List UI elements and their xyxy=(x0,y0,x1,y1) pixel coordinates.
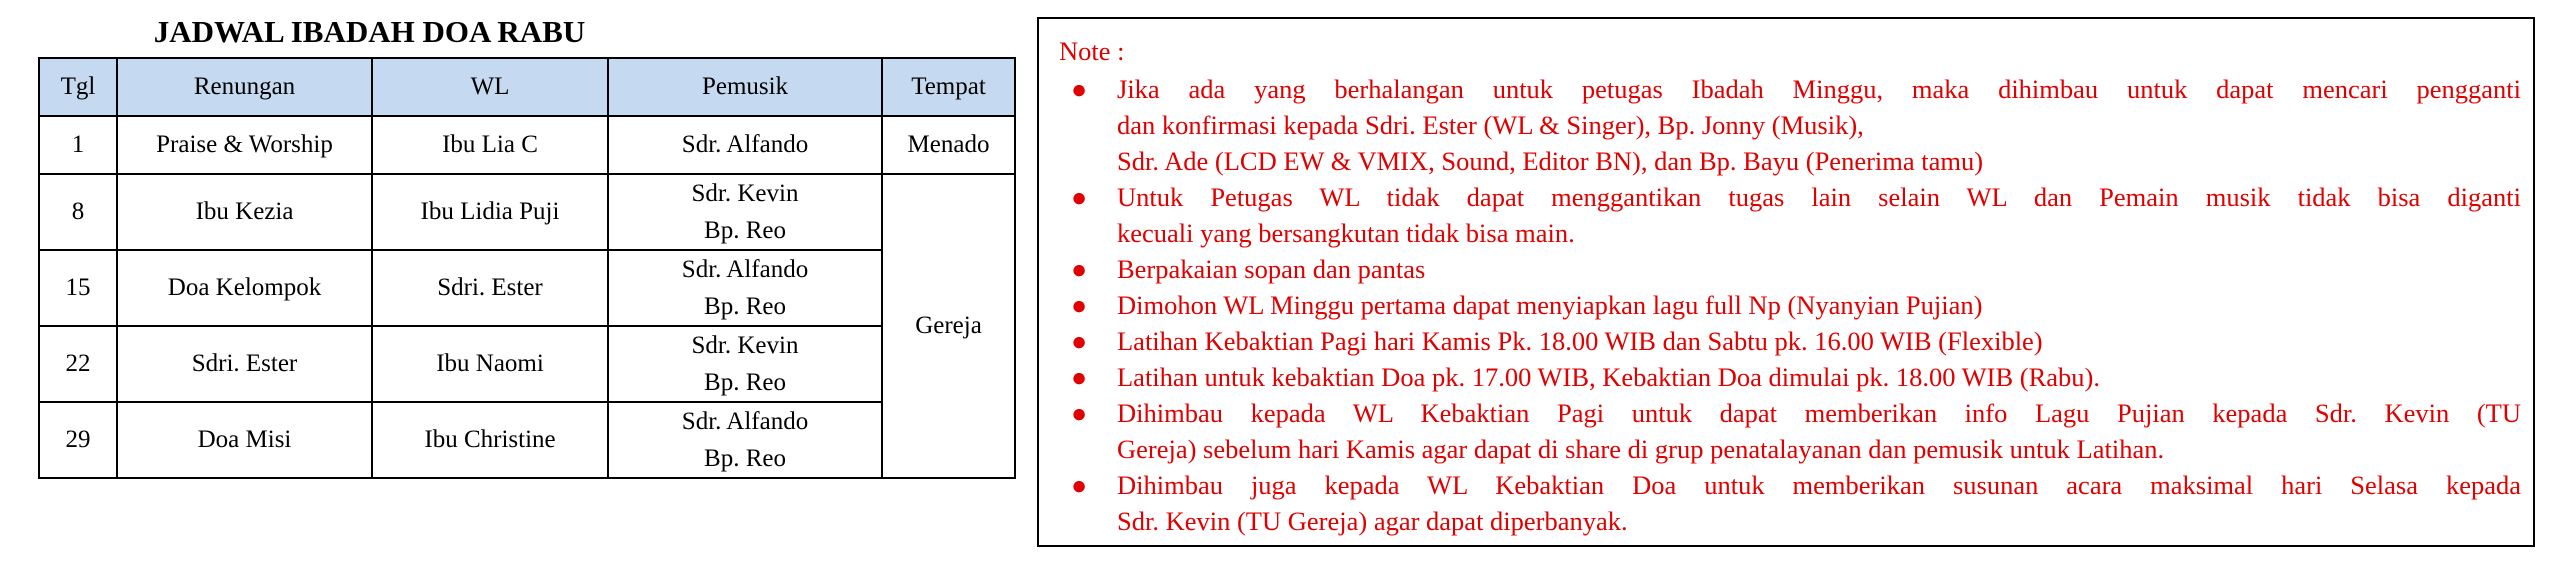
note-line: Dihimbau juga kepada WL Kebaktian Doa untuk memberikan susunan acara maksimal hari Selasa kepada xyxy=(1117,470,2521,500)
table-row xyxy=(39,250,1015,326)
bullet-icon: ● xyxy=(1071,326,1088,356)
cell-tgl: 22 xyxy=(39,326,117,402)
bullet-icon: ● xyxy=(1071,362,1088,392)
cell-tgl: 1 xyxy=(39,116,117,174)
cell-renungan: Doa Misi xyxy=(117,402,372,478)
cell-wl: Ibu Lia C xyxy=(372,116,608,174)
bullet-icon: ● xyxy=(1071,290,1088,320)
note-list xyxy=(1059,71,2521,539)
note-line: dan konfirmasi kepada Sdri. Ester (WL & Singer), Bp. Jonny (Musik), xyxy=(1117,110,1864,140)
cell-pemusik xyxy=(608,250,882,326)
header-tempat: Tempat xyxy=(882,58,1015,116)
cell-tempat: Gereja xyxy=(882,174,1015,478)
schedule-title: JADWAL IBADAH DOA RABU xyxy=(153,14,586,49)
table-row xyxy=(39,116,1015,174)
note-item xyxy=(1059,287,2521,323)
bullet-icon: ● xyxy=(1071,398,1088,428)
cell-pemusik: Sdr. Alfando xyxy=(608,116,882,174)
header-pemusik: Pemusik xyxy=(608,58,882,116)
schedule-table xyxy=(38,57,1016,479)
pemusik-name: Bp. Reo xyxy=(704,217,786,244)
note-item xyxy=(1059,395,2521,467)
table-row xyxy=(39,174,1015,250)
pemusik-name: Sdr. Kevin xyxy=(691,332,799,359)
bullet-icon: ● xyxy=(1071,254,1088,284)
pemusik-name: Sdr. Alfando xyxy=(681,408,809,435)
cell-renungan: Sdri. Ester xyxy=(117,326,372,402)
note-box xyxy=(1037,17,2535,547)
cell-renungan: Doa Kelompok xyxy=(117,250,372,326)
note-line: Jika ada yang berhalangan untuk petugas Ibadah Minggu, maka dihimbau untuk dapat mencari pengganti xyxy=(1117,74,2521,104)
cell-wl: Ibu Naomi xyxy=(372,326,608,402)
table-row xyxy=(39,326,1015,402)
note-item xyxy=(1059,251,2521,287)
cell-wl: Ibu Lidia Puji xyxy=(372,174,608,250)
cell-tgl: 8 xyxy=(39,174,117,250)
note-line: kecuali yang bersangkutan tidak bisa main. xyxy=(1117,218,1575,248)
note-line: Sdr. Kevin (TU Gereja) agar dapat diperbanyak. xyxy=(1117,506,1628,536)
cell-pemusik xyxy=(608,326,882,402)
note-label: Note : xyxy=(1059,36,1125,66)
bullet-icon: ● xyxy=(1071,182,1088,212)
note-item xyxy=(1059,359,2521,395)
note-line: Latihan Kebaktian Pagi hari Kamis Pk. 18.00 WIB dan Sabtu pk. 16.00 WIB (Flexible) xyxy=(1117,326,2043,356)
note-line: Gereja) sebelum hari Kamis agar dapat di share di grup penatalayanan dan pemusik untuk Latihan. xyxy=(1117,434,2165,464)
note-item xyxy=(1059,323,2521,359)
header-tgl: Tgl xyxy=(39,58,117,116)
cell-pemusik xyxy=(608,402,882,478)
bullet-icon: ● xyxy=(1071,74,1088,104)
header-renungan: Renungan xyxy=(117,58,372,116)
cell-tgl: 15 xyxy=(39,250,117,326)
cell-wl: Sdri. Ester xyxy=(372,250,608,326)
pemusik-name: Sdr. Alfando xyxy=(681,256,809,283)
note-line: Untuk Petugas WL tidak dapat menggantikan tugas lain selain WL dan Pemain musik tidak bisa diganti xyxy=(1117,182,2521,212)
cell-tempat: Menado xyxy=(882,116,1015,174)
cell-renungan: Ibu Kezia xyxy=(117,174,372,250)
note-line: Dihimbau kepada WL Kebaktian Pagi untuk dapat memberikan info Lagu Pujian kepada Sdr. Kevin (TU xyxy=(1117,398,2521,428)
cell-tgl: 29 xyxy=(39,402,117,478)
header-wl: WL xyxy=(372,58,608,116)
cell-renungan: Praise & Worship xyxy=(117,116,372,174)
pemusik-name: Bp. Reo xyxy=(704,445,786,472)
note-line: Berpakaian sopan dan pantas xyxy=(1117,254,1426,284)
cell-pemusik xyxy=(608,174,882,250)
pemusik-name: Sdr. Kevin xyxy=(691,180,799,207)
pemusik-name: Bp. Reo xyxy=(704,369,786,396)
note-item xyxy=(1059,467,2521,539)
table-header-row xyxy=(39,58,1015,116)
note-line: Latihan untuk kebaktian Doa pk. 17.00 WIB, Kebaktian Doa dimulai pk. 18.00 WIB (Rabu). xyxy=(1117,362,2100,392)
bullet-icon: ● xyxy=(1071,470,1088,500)
note-item xyxy=(1059,179,2521,251)
pemusik-name: Bp. Reo xyxy=(704,293,786,320)
table-row xyxy=(39,402,1015,478)
note-item xyxy=(1059,71,2521,179)
cell-wl: Ibu Christine xyxy=(372,402,608,478)
note-line: Sdr. Ade (LCD EW & VMIX, Sound, Editor BN), dan Bp. Bayu (Penerima tamu) xyxy=(1117,146,1984,176)
note-line: Dimohon WL Minggu pertama dapat menyiapkan lagu full Np (Nyanyian Pujian) xyxy=(1117,290,1983,320)
